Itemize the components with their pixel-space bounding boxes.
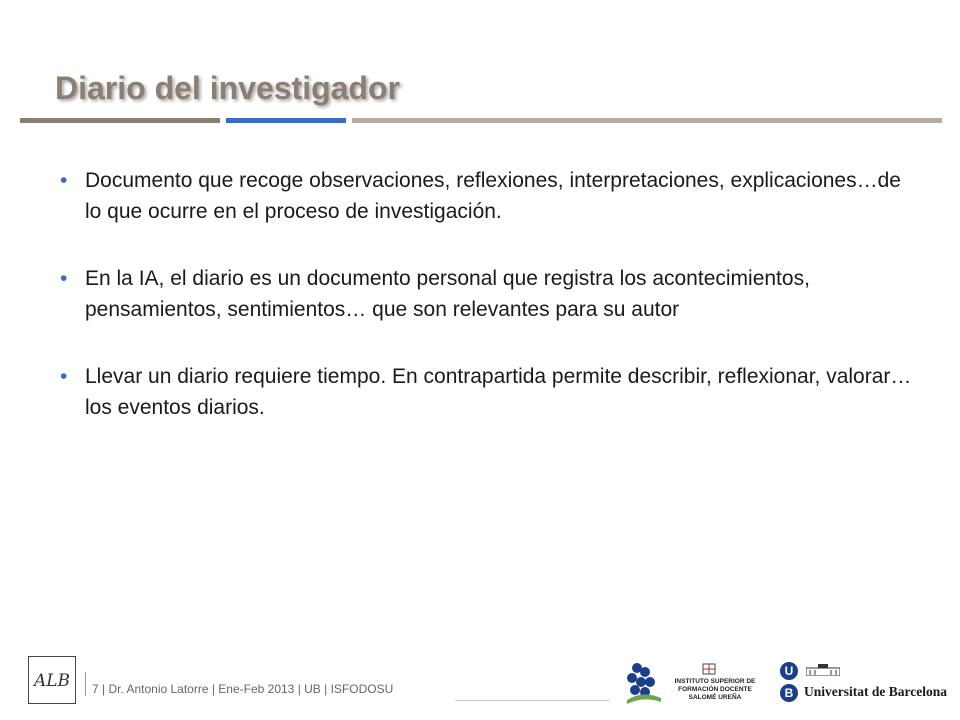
bullet-item bbox=[60, 263, 920, 325]
title-rule-accent bbox=[226, 118, 346, 123]
footer-text: 7 | Dr. Antonio Latorre | Ene-Feb 2013 | UB | ISFODOSU bbox=[92, 682, 394, 696]
bullet-text: Documento que recoge observaciones, reflexiones, interpretaciones, explicaciones…de lo que ocurre en el proceso de investigación. bbox=[85, 169, 901, 223]
ub-name: Universitat de Barcelona bbox=[804, 684, 947, 699]
footer-rule bbox=[455, 700, 610, 701]
ub-letter-u: U bbox=[780, 662, 798, 680]
ub-building-icon bbox=[806, 664, 840, 676]
title-rule-left bbox=[20, 118, 220, 123]
bullet-text: Llevar un diario requiere tiempo. En contrapartida permite describir, reflexionar, valorar… los eventos diarios. bbox=[85, 365, 912, 419]
isfodosu-text: INSTITUTO SUPERIOR DE FORMACIÓN DOCENTE SALOMÉ UREÑA bbox=[674, 678, 756, 701]
coat-of-arms-icon bbox=[701, 662, 717, 676]
bullet-item bbox=[60, 165, 920, 227]
bullet-text: En la IA, el diario es un documento personal que registra los acontecimientos, pensamientos, sentimientos… que son relevantes para su autor bbox=[85, 267, 810, 321]
ub-logo bbox=[780, 660, 947, 706]
ub-letter-b: B bbox=[780, 684, 798, 702]
isfodosu-emblem-icon bbox=[623, 660, 665, 706]
alb-logo: ALB bbox=[28, 656, 76, 704]
slide-title: Diario del investigador bbox=[55, 70, 400, 106]
isfodosu-logo bbox=[623, 660, 763, 706]
bullet-item bbox=[60, 361, 920, 423]
bullet-icon: • bbox=[60, 267, 68, 290]
bullet-icon: • bbox=[60, 169, 68, 192]
bullet-icon: • bbox=[60, 365, 68, 388]
footer-separator bbox=[85, 672, 86, 696]
title-rule-right bbox=[352, 118, 942, 123]
bullet-list bbox=[60, 165, 920, 459]
